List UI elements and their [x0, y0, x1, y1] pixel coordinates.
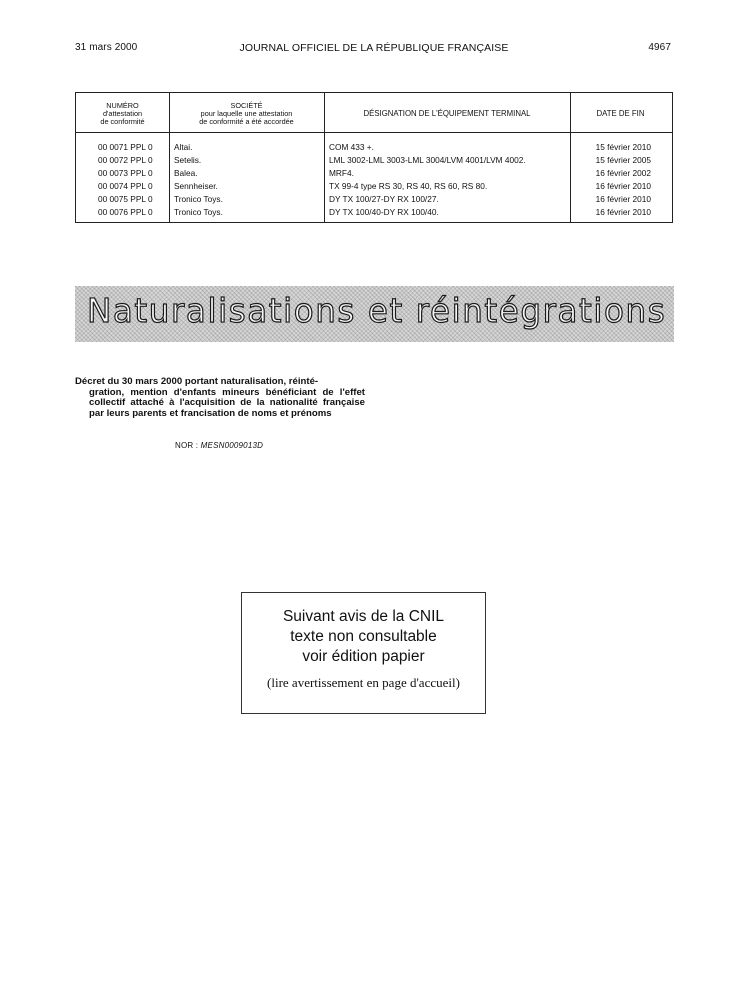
header-line: de conformité — [100, 116, 145, 126]
page-number: 4967 — [648, 42, 671, 53]
table-cell: COM 433 +. — [329, 142, 374, 152]
nor-label: NOR : — [175, 441, 199, 450]
column-header-societe — [169, 95, 324, 132]
table-cell: 16 février 2002 — [595, 168, 651, 178]
attestation-table — [75, 92, 673, 223]
table-cell: Sennheiser. — [174, 181, 218, 191]
journal-title: JOURNAL OFFICIEL DE LA RÉPUBLIQUE FRANÇAISE — [239, 42, 509, 54]
column-date — [571, 141, 651, 219]
table-cell: DY TX 100/27-DY RX 100/27. — [329, 194, 439, 204]
cnil-notice-line: texte non consultable — [290, 628, 437, 645]
header-line: pour laquelle une attestation — [200, 108, 293, 118]
table-cell: Setelis. — [174, 155, 202, 165]
header-line: d'attestation — [102, 108, 143, 118]
header-line: DATE DE FIN — [596, 108, 645, 118]
column-designation — [329, 141, 526, 219]
decree-title-rest: gration, mention d'enfants mineurs bénéficiant de l'effet collectif attaché à l'acquisition de la nationalité française par leurs parents et francisation de noms et prénoms — [89, 386, 365, 419]
column-header-date — [570, 95, 671, 132]
table-cell: 00 0071 PPL 0 — [98, 142, 153, 152]
table-cell: 00 0072 PPL 0 — [98, 155, 153, 165]
table-cell: 16 février 2010 — [595, 194, 651, 204]
table-cell: 00 0074 PPL 0 — [98, 181, 153, 191]
table-cell: Balea. — [174, 168, 198, 178]
column-header-designation — [324, 95, 570, 132]
table-cell: 16 février 2010 — [595, 207, 651, 217]
table-cell: MRF4. — [329, 168, 354, 178]
table-cell: 16 février 2010 — [595, 181, 651, 191]
header-line: DÉSIGNATION DE L'ÉQUIPEMENT TERMINAL — [363, 108, 531, 118]
table-cell: Tronico Toys. — [174, 194, 223, 204]
header-line: de conformité a été accordée — [199, 116, 294, 126]
cnil-notice-note: (lire avertissement en page d'accueil) — [267, 675, 460, 690]
section-banner — [75, 286, 674, 342]
table-cell: TX 99-4 type RS 30, RS 40, RS 60, RS 80. — [329, 181, 488, 191]
column-numero — [98, 141, 170, 219]
header-date: 31 mars 2000 — [75, 42, 138, 53]
table-cell: Tronico Toys. — [174, 207, 223, 217]
table-cell: 00 0075 PPL 0 — [98, 194, 153, 204]
cnil-notice-line: voir édition papier — [302, 648, 425, 665]
header-divider — [76, 132, 672, 133]
table-cell: Altai. — [174, 142, 193, 152]
section-title: Naturalisations et réintégrations — [87, 292, 667, 330]
table-cell: 15 février 2005 — [595, 155, 651, 165]
column-header-numero — [76, 95, 169, 132]
header-line: NUMÉRO — [106, 100, 139, 110]
column-societe — [174, 141, 223, 219]
cnil-notice-box — [241, 592, 486, 714]
cnil-notice-line: Suivant avis de la CNIL — [282, 608, 445, 625]
table-cell: LML 3002-LML 3003-LML 3004/LVM 4001/LVM 4002. — [329, 155, 526, 165]
header-line: SOCIÉTÉ — [230, 100, 263, 110]
table-cell: DY TX 100/40-DY RX 100/40. — [329, 207, 439, 217]
nor-code: MESN0009013D — [200, 441, 264, 450]
decree-title-first-line: Décret du 30 mars 2000 portant naturalisation, réinté- — [75, 376, 319, 387]
table-cell: 15 février 2010 — [595, 142, 651, 152]
table-cell: 00 0073 PPL 0 — [98, 168, 153, 178]
decree-title — [75, 377, 365, 419]
nor-reference — [175, 441, 263, 450]
table-cell: 00 0076 PPL 0 — [98, 207, 153, 217]
